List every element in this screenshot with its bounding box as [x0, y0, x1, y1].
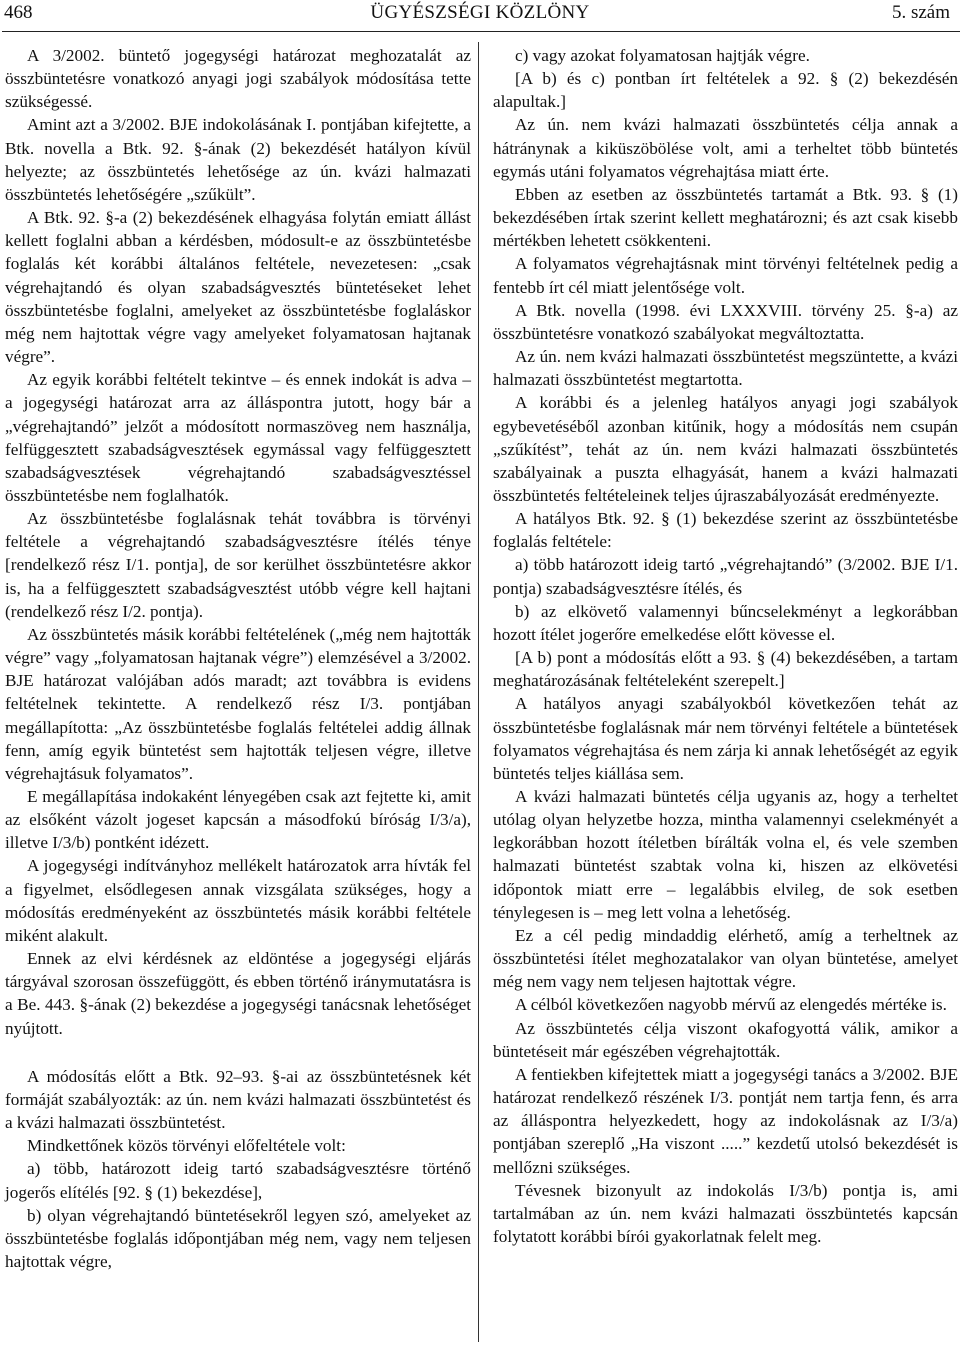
running-header [0, 0, 960, 26]
paragraph: Amint azt a 3/2002. BJE indokolásának I. pontjában kifejtette, a Btk. novella a Btk. 92. §-ának (2) bekezdését hatályon kívül helyezte; az összbüntetés lehetősége az ún. kvázi halmazati összbüntetés lehetőségére „szűkült”. [5, 115, 471, 204]
paragraph: Tévesnek bizonyult az indokolás I/3/b) pontja is, ami tartalmában az ún. nem kvázi halmazati összbüntetés kapcsán folytatott korábbi bírói gyakorlatnak felelt meg. [493, 1180, 958, 1246]
paragraph: Ennek az elvi kérdésnek az eldöntése a jogegységi eljárás tárgyával szorosan összefüggött, és ebben történő iránymutatásra is a Be. 443. §-ának (2) bekezdése a jogegységi tanácsnak lehetőséget nyújtott. [5, 949, 471, 1038]
header-rule [2, 31, 960, 32]
paragraph: Az összbüntetésbe foglalásnak tehát továbbra is törvényi feltétele a végrehajtandó szabadságvesztésre ítélés ténye [rendelkező rész I/1. pontja], de sor kerülhet összbüntetésre akkor is, ha a felfüggesztett szabadságvesztést utóbb végre kell hajtani (rendelkező rész I/2. pontja). [5, 509, 471, 621]
paragraph: A hatályos Btk. 92. § (1) bekezdése szerint az összbüntetésbe foglalás feltétele: [493, 509, 958, 552]
journal-title: ÜGYÉSZSÉGI KÖZLÖNY [370, 2, 590, 23]
paragraph: Az összbüntetés célja viszont okafogyottá válik, amikor a büntetéseit már egészében végrehajtották. [493, 1018, 958, 1061]
paragraph: A Btk. 92. §-a (2) bekezdésének elhagyása folytán emiatt állást kellett foglalni abban a kérdésben, módosult-e az összbüntetésbe foglalás két korábbi általános feltétele, nevezetesen: „csak végrehajtandó és olyan szabadságvesztés büntetéseket lehet összbüntetésbe foglalni, amelyeket az összbüntetésbe foglaláskor még nem hajtottak végre vagy amelyeket folyamatosan hajtanak végre”. [5, 208, 471, 367]
paragraph: A módosítás előtt a Btk. 92–93. §-ai az összbüntetésnek két formáját szabályozták: az ún. nem kvázi halmazati összbüntetést és a kvázi halmazati összbüntetést. [5, 1066, 471, 1133]
issue-number: 5. szám [891, 2, 950, 23]
paragraph: [A b) és c) pontban írt feltételek a 92. § (2) bekezdésén alapultak.] [493, 69, 958, 112]
paragraph: E megállapítása indokaként lényegében csak azt fejtette ki, amit az elsőként vázolt jogeset kapcsán a másodfokú bíróság I/3/a), illetve I/3/b) pontként idézett. [5, 787, 471, 853]
paragraph: Mindkettőnek közös törvényi előfeltétele volt: [27, 1136, 346, 1156]
page-number: 468 [4, 2, 33, 23]
paragraph: [A b) pont a módosítás előtt a 93. § (4) bekezdésében, a tartam meghatározásának feltételeként szerepelt.] [493, 648, 958, 691]
paragraph: Az ún. nem kvázi halmazati összbüntetés célja annak a hátránynak a kiküszöbölése volt, ami a terheltet több büntetés egymás utáni folyamatos végrehajtása miatt érte. [493, 115, 958, 181]
paragraph: b) az elkövető valamennyi bűncselekményt a legkorábban hozott ítélet jogerőre emelkedése előtt kövesse el. [493, 601, 958, 644]
paragraph: A korábbi és a jelenleg hatályos anyagi jogi szabályok egybevetéséből azonban kitűnik, hogy a módosítás nem csupán „szűkítést”, tehát az ún. nem kvázi halmazati összbüntetés szabályainak a puszta elhagyását, hanem a kvázi halmazati összbüntetés feltételeinek teljes újraszabályozását eredményezte. [493, 393, 958, 505]
paragraph: b) olyan végrehajtandó büntetésekről legyen szó, amelyeket az összbüntetésbe foglalás időpontjában még nem, vagy nem teljesen hajtottak végre, [5, 1205, 471, 1271]
column-divider [478, 42, 479, 1342]
right-column [493, 44, 958, 1248]
paragraph: A fentiekben kifejtettek miatt a jogegységi tanács a 3/2002. BJE határozat rendelkező részének I/3. pontját nem tartja fenn, és arra az álláspontra helyezkedett, hogy az indokolásnak az I/3/a) pontjában szereplő „Ha viszont .....” kezdetű utolsó bekezdését is mellőzni szükséges. [493, 1064, 958, 1177]
paragraph: Az egyik korábbi feltételt tekintve – és ennek indokát is adva – a jogegységi határozat arra az álláspontra jutott, hogy bár a „végrehajtandó” jelzőt a módosított normaszöveg nem használja, felfüggesztett szabadságvesztések egymással vagy felfüggesztett szabadságvesztések végrehajtandó szabadságvesztéssel összbüntetésbe nem foglalhatók. [5, 370, 471, 505]
paragraph: Az összbüntetés másik korábbi feltételének („még nem hajtották végre” vagy „folyamatosan hajtanak végre”) elemzésével a 3/2002. BJE határozat valójában adós maradt; azt továbbra is evidens feltételnek tekintette. A rendelkező rész I/3. pontjában megállapította: „Az összbüntetésbe foglalás feltételei addig állnak fenn, amíg egyik büntetést sem hajtották teljesen végre, illetve végrehajtásuk folyamatos”. [5, 624, 471, 783]
paragraph: A jogegységi indítványhoz mellékelt határozatok arra hívták fel a figyelmet, elsődlegesen annak vizsgálata szükséges, hogy a módosítás eredményeként az összbüntetés másik korábbi feltétele miként alakult. [5, 856, 471, 945]
paragraph: A folyamatos végrehajtásnak mint törvényi feltételnek pedig a fentebb írt cél miatt jelentősége volt. [493, 254, 958, 297]
paragraph: a) több határozott ideig tartó „végrehajtandó” (3/2002. BJE I/1. pontja) szabadságvesztésre ítélés, és [493, 555, 958, 598]
paragraph: A hatályos anyagi szabályokból következően tehát az összbüntetésbe foglalásnak már nem törvényi feltétele a büntetések folyamatos végrehajtása és nem zárja ki annak lehetőségét az egyik büntetés teljes kiállása sem. [493, 694, 958, 783]
paragraph: A 3/2002. büntető jogegységi határozat meghozatalát az összbüntetésre vonatkozó anyagi jogi szabályok módosítása tette szükségessé. [5, 46, 471, 112]
section-gap [5, 1040, 471, 1065]
paragraph: A Btk. novella (1998. évi LXXXVIII. törvény 25. §-a) az összbüntetésre vonatkozó szabályokat megváltoztatta. [493, 300, 958, 343]
left-column [5, 44, 471, 1273]
paragraph: a) több, határozott ideig tartó szabadságvesztésre történő jogerős elítélés [92. § (1) bekezdése], [5, 1159, 471, 1202]
paragraph: Ebben az esetben az összbüntetés tartamát a Btk. 93. § (1) bekezdésében írtak szerint kellett meghatározni; és azt csak kisebb mértékben lehetett csökkenteni. [493, 184, 958, 251]
paragraph: A célból következően nagyobb mérvű az elengedés mértéke is. [515, 995, 947, 1015]
paragraph: c) vagy azokat folyamatosan hajtják végre. [515, 46, 810, 65]
paragraph: Az ún. nem kvázi halmazati összbüntetést megszüntette, a kvázi halmazati összbüntetést megtartotta. [493, 347, 958, 390]
paragraph: Ez a cél pedig mindaddig elérhető, amíg a terheltnek az összbüntetési ítélet meghozatalakor van olyan büntetése, amelyet még nem vagy nem teljesen hajtottak végre. [493, 925, 958, 992]
paragraph: A kvázi halmazati büntetés célja ugyanis az, hogy a terheltet utólag olyan helyzetbe hozza, mintha valamennyi cselekményét a legkorábban hozott ítéletben bírálták volna el, és vele szemben halmazati büntetést szabtak volna ki, hiszen az elkövetési időpontok miatt erre – legalábbis elvileg, de sok esetben ténylegesen is – meg lett volna a lehetőség. [493, 787, 958, 922]
